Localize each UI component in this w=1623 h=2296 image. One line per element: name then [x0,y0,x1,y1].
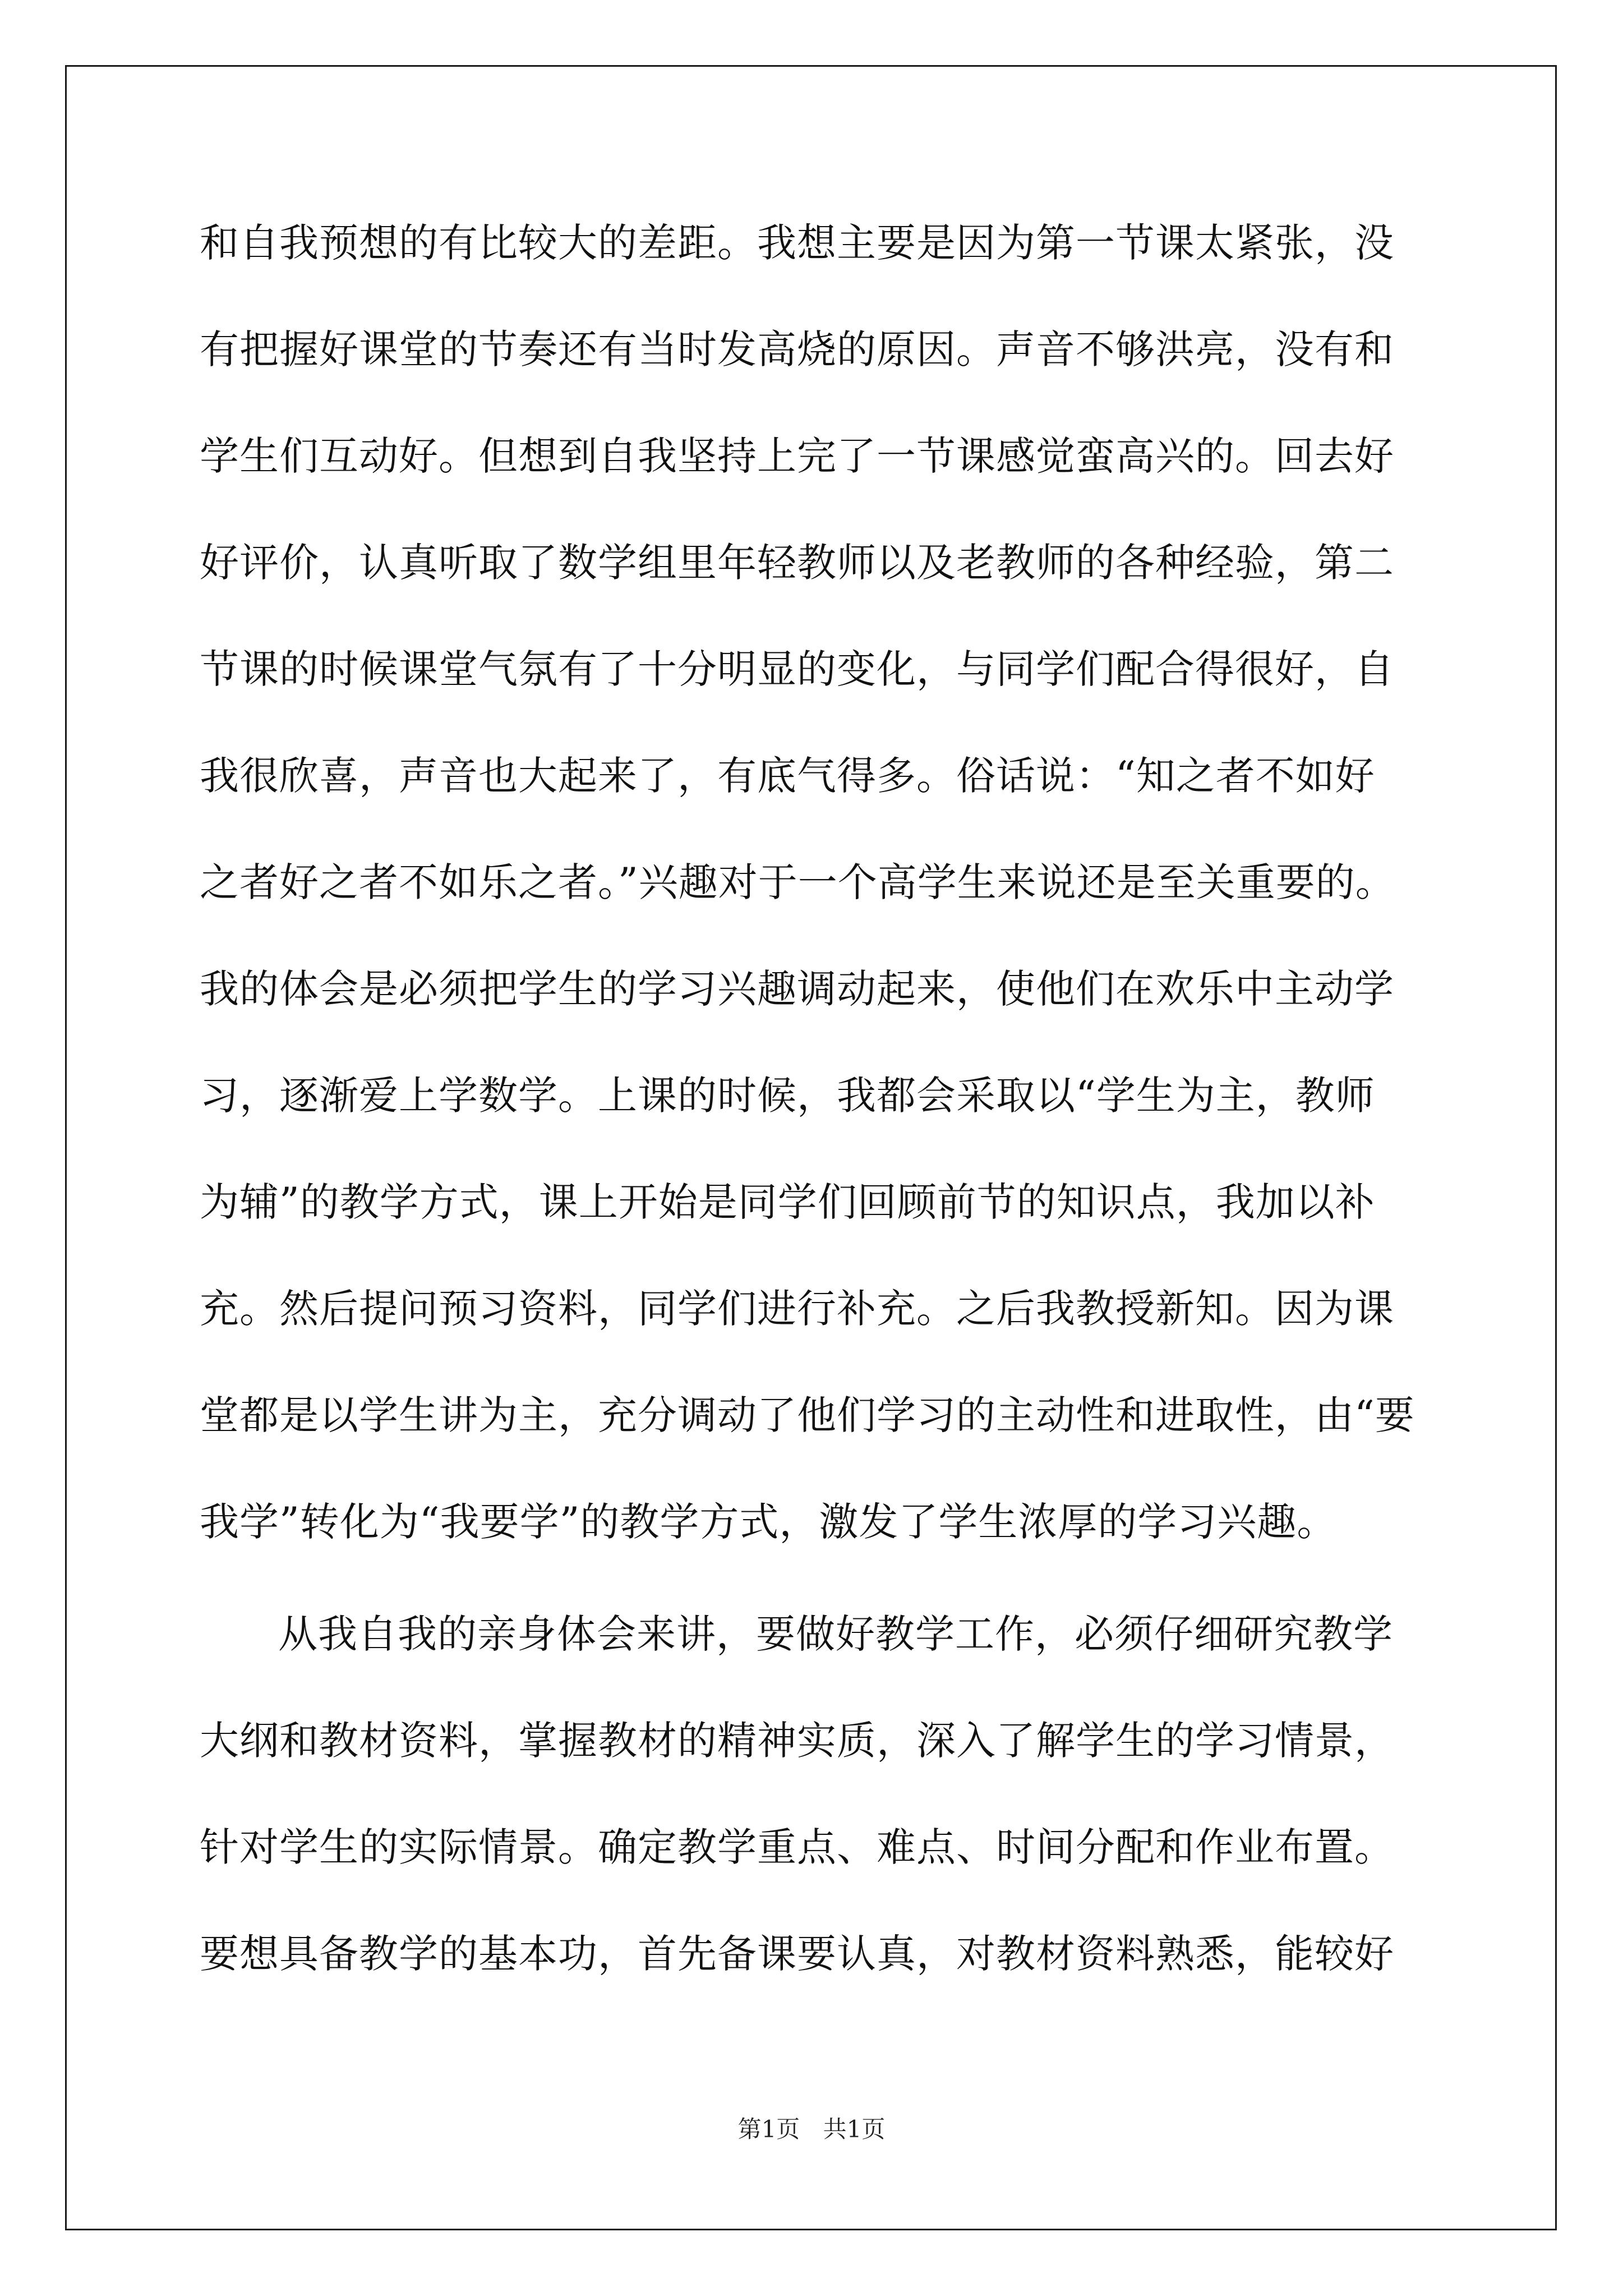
text-line: 习，逐渐爱上学数学。上课的时候，我都会采取以“学生为主，教师 [200,1073,1375,1119]
text-line: 和自我预想的有比较大的差距。我想主要是因为第一节课太紧张，没 [200,220,1394,266]
text-line: 我的体会是必须把学生的学习兴趣调动起来，使他们在欢乐中主动学 [200,966,1394,1012]
text-line: 大纲和教材资料，掌握教材的精神实质，深入了解学生的学习情景， [200,1718,1394,1764]
paragraph-first-line: 从我自我的亲身体会来讲，要做好教学工作，必须仔细研究教学 [278,1611,1393,1657]
text-line: 针对学生的实际情景。确定教学重点、难点、时间分配和作业布置。 [200,1824,1394,1870]
text-line: 我学”转化为“我要学”的教学方式，激发了学生浓厚的学习兴趣。 [200,1499,1337,1545]
page-footer [0,2114,1623,2145]
text-line: 节课的时候课堂气氛有了十分明显的变化，与同学们配合得很好，自 [200,646,1394,692]
text-line: 我很欣喜，声音也大起来了，有底气得多。俗话说：“知之者不如好 [200,753,1375,799]
text-line: 之者好之者不如乐之者。”兴趣对于一个高学生来说还是至关重要的。 [200,859,1395,905]
text-line: 有把握好课堂的节奏还有当时发高烧的原因。声音不够洪亮，没有和 [200,326,1394,372]
page-number-current: 第1页 [737,2115,800,2143]
text-line: 要想具备教学的基本功，首先备课要认真，对教材资料熟悉，能较好 [200,1931,1394,1977]
text-line: 学生们互动好。但想到自我坚持上完了一节课感觉蛮高兴的。回去好 [200,433,1394,479]
page-number-total: 共1页 [823,2115,886,2143]
text-line: 为辅”的教学方式，课上开始是同学们回顾前节的知识点，我加以补 [200,1179,1375,1225]
text-line: 充。然后提问预习资料，同学们进行补充。之后我教授新知。因为课 [200,1286,1394,1332]
text-line: 堂都是以学生讲为主，充分调动了他们学习的主动性和进取性，由“要 [200,1392,1415,1438]
page-border [65,65,1557,2230]
text-line: 好评价，认真听取了数学组里年轻教师以及老教师的各种经验，第二 [200,540,1394,586]
